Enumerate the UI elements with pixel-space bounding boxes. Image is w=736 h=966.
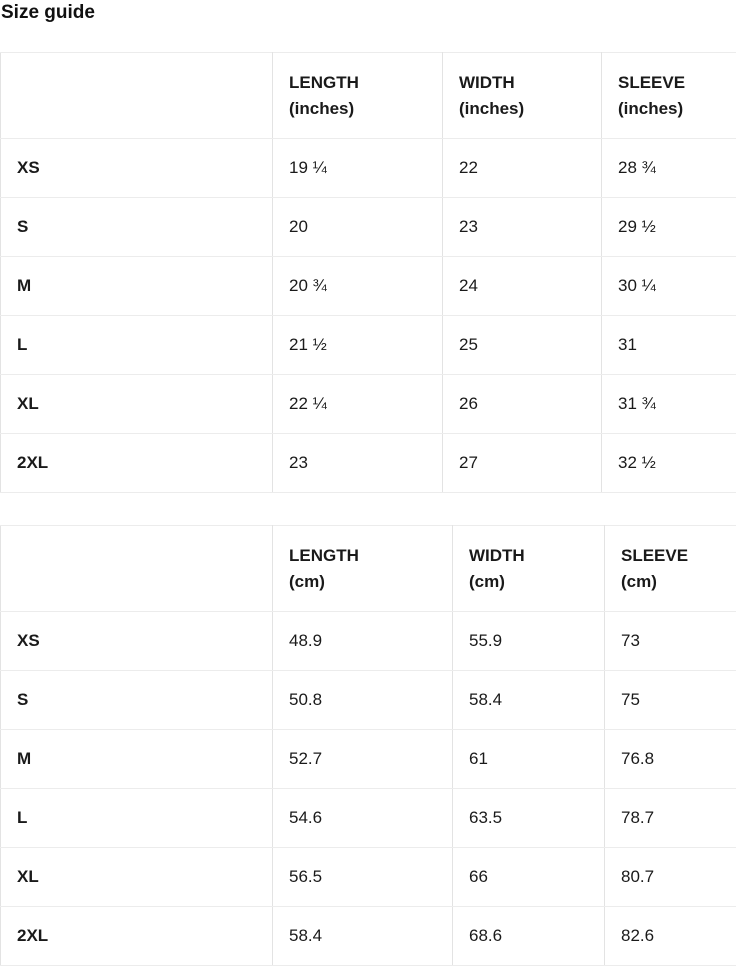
column-header-unit: (cm) (289, 569, 440, 595)
measurement-value: 58.4 (453, 671, 605, 730)
page-title: Size guide (1, 2, 736, 23)
measurement-value: 54.6 (273, 789, 453, 848)
measurement-value: 50.8 (273, 671, 453, 730)
measurement-value: 78.7 (605, 789, 736, 848)
measurement-value: 23 (443, 198, 602, 257)
size-label: XS (1, 612, 273, 671)
measurement-value: 20 ¾ (273, 257, 443, 316)
header-row (1, 53, 736, 139)
table-row (1, 671, 736, 730)
header-row (1, 526, 736, 612)
table-row (1, 907, 736, 966)
measurement-value: 63.5 (453, 789, 605, 848)
size-label: 2XL (1, 907, 273, 966)
measurement-value: 56.5 (273, 848, 453, 907)
table-row (1, 612, 736, 671)
column-header-sleeve (602, 53, 736, 139)
measurement-value: 22 (443, 139, 602, 198)
column-header-unit: (inches) (618, 96, 724, 122)
column-header-unit: (cm) (469, 569, 592, 595)
column-header-width (443, 53, 602, 139)
measurement-value: 29 ½ (602, 198, 736, 257)
size-label: M (1, 257, 273, 316)
measurement-value: 30 ¼ (602, 257, 736, 316)
column-header-label: SLEEVE (618, 70, 724, 96)
measurement-value: 76.8 (605, 730, 736, 789)
column-header-length (273, 53, 443, 139)
corner-cell (1, 53, 273, 139)
table-row (1, 848, 736, 907)
table-row (1, 730, 736, 789)
table-row (1, 257, 736, 316)
measurement-value: 68.6 (453, 907, 605, 966)
table-row (1, 316, 736, 375)
measurement-value: 61 (453, 730, 605, 789)
column-header-label: LENGTH (289, 70, 430, 96)
table-row (1, 198, 736, 257)
column-header-unit: (cm) (621, 569, 724, 595)
measurement-value: 66 (453, 848, 605, 907)
measurement-value: 48.9 (273, 612, 453, 671)
size-label: S (1, 671, 273, 730)
measurement-value: 22 ¼ (273, 375, 443, 434)
column-header-label: WIDTH (459, 70, 589, 96)
column-header-label: WIDTH (469, 543, 592, 569)
measurement-value: 52.7 (273, 730, 453, 789)
measurement-value: 23 (273, 434, 443, 493)
size-label: L (1, 789, 273, 848)
measurement-value: 75 (605, 671, 736, 730)
measurement-value: 55.9 (453, 612, 605, 671)
size-label: XS (1, 139, 273, 198)
column-header-label: LENGTH (289, 543, 440, 569)
size-label: 2XL (1, 434, 273, 493)
table-row (1, 375, 736, 434)
column-header-width (453, 526, 605, 612)
measurement-value: 25 (443, 316, 602, 375)
size-guide-page (0, 2, 736, 966)
measurement-value: 82.6 (605, 907, 736, 966)
measurement-value: 26 (443, 375, 602, 434)
size-label: M (1, 730, 273, 789)
size-label: L (1, 316, 273, 375)
measurement-value: 19 ¼ (273, 139, 443, 198)
size-table-inches (0, 52, 736, 493)
column-header-sleeve (605, 526, 736, 612)
measurement-value: 27 (443, 434, 602, 493)
size-label: XL (1, 848, 273, 907)
measurement-value: 32 ½ (602, 434, 736, 493)
size-label: S (1, 198, 273, 257)
measurement-value: 58.4 (273, 907, 453, 966)
size-label: XL (1, 375, 273, 434)
table-row (1, 789, 736, 848)
column-header-length (273, 526, 453, 612)
corner-cell (1, 526, 273, 612)
measurement-value: 20 (273, 198, 443, 257)
measurement-value: 31 (602, 316, 736, 375)
column-header-label: SLEEVE (621, 543, 724, 569)
measurement-value: 31 ¾ (602, 375, 736, 434)
table-row (1, 434, 736, 493)
measurement-value: 21 ½ (273, 316, 443, 375)
column-header-unit: (inches) (289, 96, 430, 122)
table-row (1, 139, 736, 198)
measurement-value: 80.7 (605, 848, 736, 907)
measurement-value: 28 ¾ (602, 139, 736, 198)
measurement-value: 73 (605, 612, 736, 671)
measurement-value: 24 (443, 257, 602, 316)
column-header-unit: (inches) (459, 96, 589, 122)
size-table-cm (0, 525, 736, 966)
